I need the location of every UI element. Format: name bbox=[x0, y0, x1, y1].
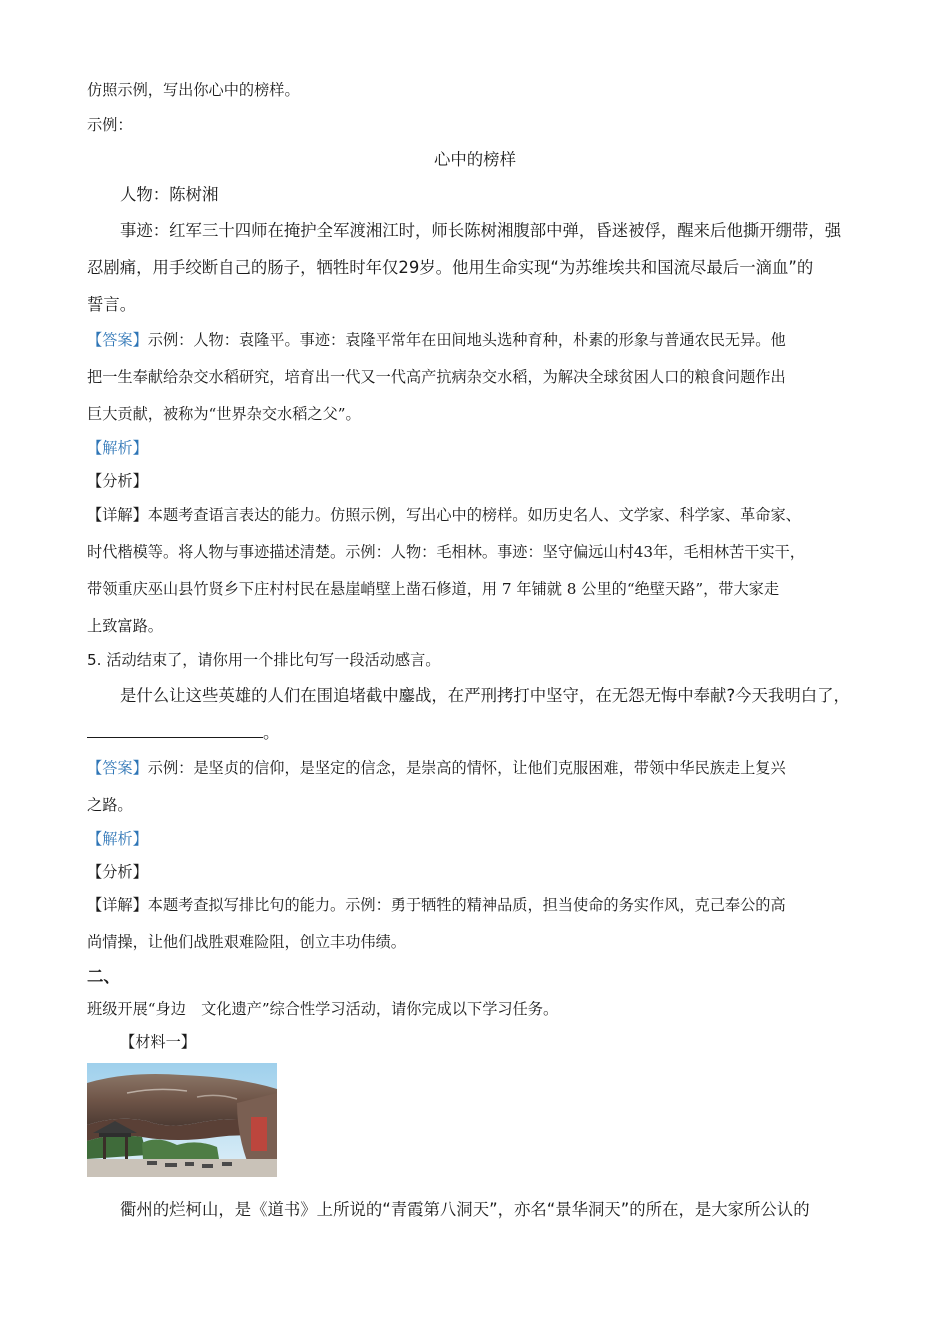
q5-detail bbox=[87, 895, 786, 915]
q5-stem-line: 是什么让这些英雄的人们在围追堵截中鏖战，在严刑拷打中坚守，在无怨无悔中奉献?今天我明白了， bbox=[120, 686, 850, 705]
q4-prompt: 仿照示例，写出你心中的榜样。 bbox=[87, 81, 300, 99]
q4-detail-line: 时代楷模等。将人物与事迹描述清楚。示例：人物：毛相林。事迹：坚守偏远山村43年，毛相林苦干实干， bbox=[87, 543, 805, 561]
detail-tag: 【详解】 bbox=[87, 506, 148, 524]
example-deed-line: 誓言。 bbox=[87, 295, 137, 314]
q5-detail-line: 尚情操，让他们战胜艰难险阻，创立丰功伟绩。 bbox=[87, 933, 406, 951]
answer-blank bbox=[87, 723, 263, 738]
example-deed-line: 忍剧痛，用手绞断自己的肠子，牺牲时年仅29岁。他用生命实现“为苏维埃共和国流尽最后一滴血”的 bbox=[87, 258, 814, 277]
example-person: 人物：陈树湘 bbox=[120, 185, 219, 204]
q5-stem-end bbox=[87, 723, 279, 743]
detail-text: 本题考查拟写排比句的能力。示例：勇于牺牲的精神品质，担当使命的务实作风，克己奉公的高 bbox=[147, 896, 786, 914]
example-label: 示例： bbox=[87, 116, 133, 134]
example-title: 心中的榜样 bbox=[434, 150, 516, 169]
section-heading: 二、 bbox=[87, 967, 120, 986]
q4-fenxi-tag: 【分析】 bbox=[87, 472, 148, 490]
detail-text: 本题考查语言表达的能力。仿照示例，写出心中的榜样。如历史名人、文学家、科学家、革命家、 bbox=[147, 506, 801, 524]
q4-answer-line: 巨大贡献，被称为“世界杂交水稻之父”。 bbox=[87, 405, 361, 423]
q5-analysis-tag: 【解析】 bbox=[87, 830, 148, 848]
section-intro: 班级开展“身边 文化遗产”综合性学习活动，请你完成以下学习任务。 bbox=[87, 1000, 559, 1018]
q5-prompt: 5. 活动结束了，请你用一个排比句写一段活动感言。 bbox=[87, 651, 441, 669]
stem-period: 。 bbox=[263, 723, 280, 742]
q4-detail-line: 带领重庆巫山县竹贤乡下庄村村民在悬崖峭壁上凿石修道，用 7 年铺就 8 公里的“绝壁天路”，带大家走 bbox=[87, 580, 780, 598]
answer-text: 示例：是坚贞的信仰，是坚定的信念，是崇高的情怀，让他们克服困难，带领中华民族走上复兴 bbox=[147, 759, 786, 777]
example-deed-line: 事迹：红军三十四师在掩护全军渡湘江时，师长陈树湘腹部中弹，昏迷被俘，醒来后他撕开绷带，强 bbox=[120, 221, 842, 240]
q5-answer-line: 之路。 bbox=[87, 796, 133, 814]
q4-answer-line: 把一生奉献给杂交水稻研究，培育出一代又一代高产抗病杂交水稻，为解决全球贫困人口的粮食问题作出 bbox=[87, 368, 786, 386]
q4-detail bbox=[87, 505, 801, 525]
detail-tag: 【详解】 bbox=[87, 896, 148, 914]
answer-tag: 【答案】 bbox=[87, 759, 148, 777]
rock-arch-photo bbox=[87, 1063, 277, 1177]
q5-fenxi-tag: 【分析】 bbox=[87, 863, 148, 881]
answer-text: 示例：人物：袁隆平。事迹：袁隆平常年在田间地头选种育种，朴素的形象与普通农民无异。他 bbox=[147, 331, 786, 349]
q4-answer bbox=[87, 330, 786, 350]
q4-analysis-tag: 【解析】 bbox=[87, 439, 148, 457]
material-label: 【材料一】 bbox=[120, 1033, 196, 1051]
q4-detail-line: 上致富路。 bbox=[87, 617, 163, 635]
q5-answer bbox=[87, 758, 786, 778]
answer-tag: 【答案】 bbox=[87, 331, 148, 349]
material-text: 衢州的烂柯山，是《道书》上所说的“青霞第八洞天”，亦名“景华洞天”的所在，是大家所公认的 bbox=[120, 1200, 810, 1219]
